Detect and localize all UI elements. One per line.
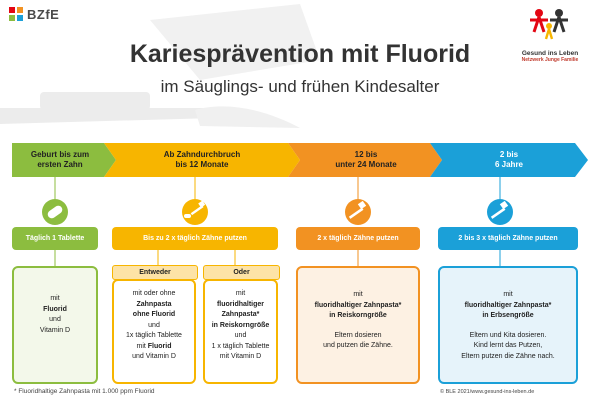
recommendation-bar-orange: 2 x täglich Zähne putzen <box>296 227 420 250</box>
detail-line: Kind lernt das Putzen, <box>473 342 543 349</box>
detail-box-blue <box>438 266 578 384</box>
detail-box-entweder <box>112 279 196 384</box>
detail-line: in Erbsengröße <box>482 312 534 319</box>
detail-line: mit <box>353 291 363 298</box>
detail-line: mit <box>235 290 246 297</box>
detail-line: ohne Fluorid <box>132 311 176 318</box>
detail-text-bold: Fluorid <box>147 342 172 350</box>
footnote: * Fluoridhaltige Zahnpasta mit 1.000 ppm Fluorid <box>14 388 155 395</box>
detail-line: Eltern dosieren <box>334 331 382 339</box>
gesund-ins-leben-title: Gesund ins Leben <box>521 50 579 57</box>
detail-line: Eltern und Kita dosieren. <box>469 331 547 339</box>
stage-label-line: 12 bis <box>354 150 378 159</box>
detail-line: in Reiskorngröße <box>211 321 270 329</box>
toothbrush-icon-orange <box>345 199 371 225</box>
detail-line: und <box>148 321 160 329</box>
stage-label-line: 2 bis <box>499 150 519 159</box>
detail-line: Vitamin D <box>39 326 71 334</box>
detail-line: fluoridhaltiger Zahnpasta* <box>464 301 552 309</box>
detail-line: und putzen die Zähne. <box>323 342 393 349</box>
detail-text: mit <box>136 342 148 350</box>
page-title: Kariesprävention mit Fluorid <box>129 40 471 68</box>
toothbrush-icon-blue <box>487 199 513 225</box>
stage-label-first-tooth <box>118 143 286 177</box>
detail-box-oder <box>203 279 278 384</box>
entweder-header: Entweder <box>112 265 198 280</box>
copyright: © BLE 2021/www.gesund-ins-leben.de <box>440 389 535 395</box>
stage-label-12-24-months <box>302 143 430 177</box>
detail-line: fluoridhaltiger Zahnpasta* <box>314 301 402 309</box>
tablet-icon <box>42 199 68 225</box>
detail-box-green <box>12 266 98 384</box>
gesund-ins-leben-subtitle: Netzwerk Junge Familie <box>521 57 579 63</box>
recommendation-bar-blue: 2 bis 3 x täglich Zähne putzen <box>438 227 578 250</box>
detail-line: und <box>49 316 61 323</box>
detail-line: und <box>234 332 247 339</box>
detail-line: und Vitamin D <box>132 353 176 360</box>
detail-line: 1 x täglich Tablette <box>211 342 270 350</box>
detail-line: in Reiskorngröße <box>329 312 387 319</box>
detail-box-orange <box>296 266 420 384</box>
bzfe-logo-text: BZfE <box>27 6 60 22</box>
detail-line: mit oder ohne <box>132 290 176 297</box>
stage-label-line: Ab Zahndurchbruch <box>163 150 241 159</box>
stage-label-line: 6 Jahre <box>494 160 524 169</box>
toothbrush-tablet-icon <box>182 199 208 225</box>
detail-line: Eltern putzen die Zähne nach. <box>461 352 555 360</box>
stage-label-birth <box>14 143 106 177</box>
recommendation-bar-yellow: Bis zu 2 x täglich Zähne putzen <box>112 227 278 250</box>
detail-line: mit <box>50 295 60 302</box>
detail-line: mit <box>503 291 513 298</box>
detail-line: Zahnpasta <box>136 300 172 308</box>
detail-line: Zahnpasta* <box>221 311 260 318</box>
stage-label-line: unter 24 Monate <box>335 160 397 169</box>
detail-line: Fluorid <box>43 305 67 313</box>
detail-line: fluoridhaltiger <box>216 300 265 308</box>
page-subtitle: im Säuglings- und frühen Kindesalter <box>160 77 440 96</box>
stage-label-2-6-years <box>444 143 574 177</box>
detail-line: mit Vitamin D <box>219 353 262 360</box>
detail-line: 1x täglich Tablette <box>126 332 182 339</box>
stage-label-line: ersten Zahn <box>37 160 83 169</box>
oder-header: Oder <box>203 265 280 280</box>
detail-line <box>118 342 190 353</box>
stage-label-line: Geburt bis zum <box>30 150 90 159</box>
stage-label-line: bis 12 Monate <box>175 160 229 169</box>
recommendation-bar-green: Täglich 1 Tablette <box>12 227 98 250</box>
